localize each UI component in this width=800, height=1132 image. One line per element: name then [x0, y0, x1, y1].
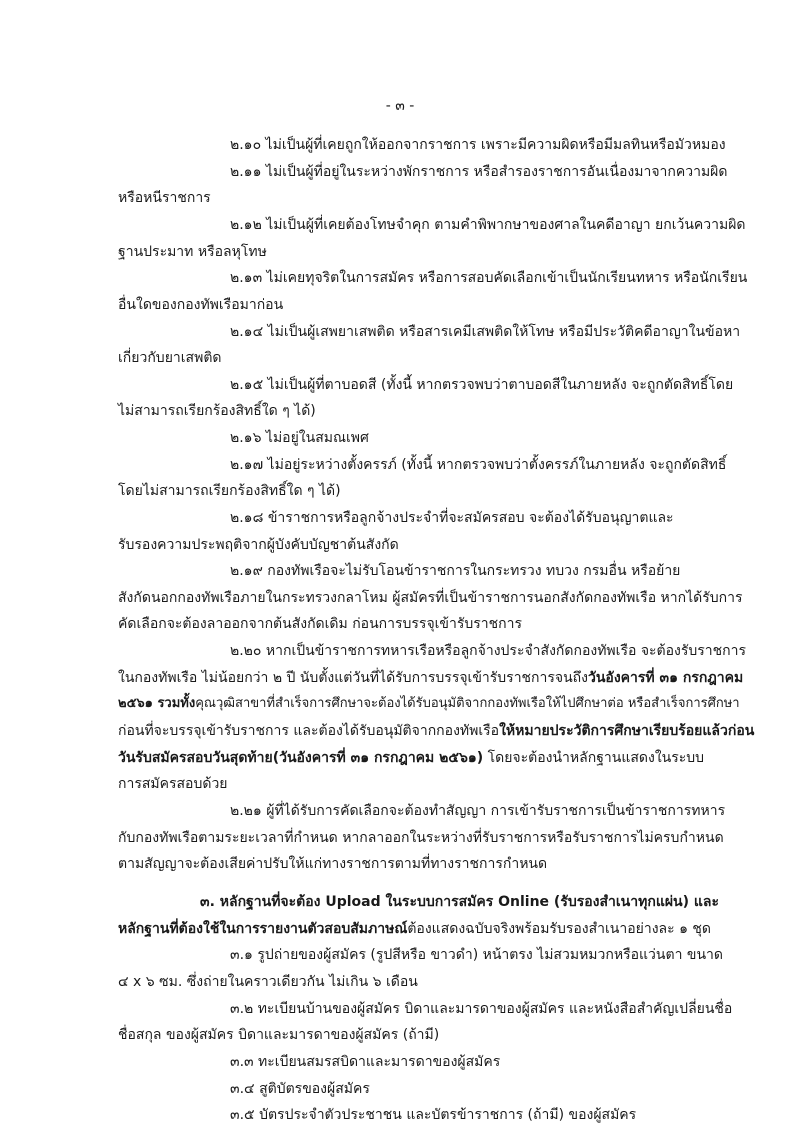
clause-2-18: ๒.๑๘ ข้าราชการหรือลูกจ้างประจำที่จะสมัครสอบ จะต้องได้รับอนุญาตและ: [230, 510, 674, 526]
clause-2-11-cont: หรือหนีราชการ: [118, 190, 211, 206]
clause-2-15-cont: ไม่สามารถเรียกร้องสิทธิ์ใด ๆ ได้): [118, 403, 316, 419]
clause-2-18-cont: รับรองความประพฤติจากผู้บังคับบัญชาต้นสังกัด: [118, 537, 399, 553]
clause-2-20-cont-3-bold: ให้หมายประวัติการศึกษาเรียบร้อยแล้วก่อน: [499, 723, 755, 739]
clause-2-20-cont-2: [118, 695, 740, 713]
clause-2-17-cont: โดยไม่สามารถเรียกร้องสิทธิ์ใด ๆ ได้): [118, 483, 341, 499]
clause-2-20-cont-2-text: คุณวุฒิสาขาที่สำเร็จการศึกษาจะต้องได้รับอนุมัติจากกองทัพเรือให้ไปศึกษาต่อ หรือสำเร็จการศึกษา: [195, 696, 740, 711]
clause-2-19-cont-2: คัดเลือกจะต้องลาออกจากต้นสังกัดเดิม ก่อนการบรรจุเข้ารับราชการ: [118, 616, 523, 632]
clause-3-1: ๓.๑ รูปถ่ายของผู้สมัคร (รูปสีหรือ ขาวดำ) หน้าตรง ไม่สวมหมวกหรือแว่นตา ขนาด: [230, 947, 723, 963]
clause-2-12-cont: ฐานประมาท หรือลหุโทษ: [118, 244, 267, 260]
section-3-heading-cont: [118, 920, 711, 938]
clause-2-19-cont-1: สังกัดนอกกองทัพเรือภายในกระทรวงกลาโหม ผู้สมัครที่เป็นข้าราชการนอกสังกัดกองทัพเรือ หากได้รับการ: [118, 590, 743, 606]
clause-2-11: ๒.๑๑ ไม่เป็นผู้ที่อยู่ในระหว่างพักราชการ หรือสำรองราชการอันเนื่องมาจากความผิด: [230, 164, 728, 180]
clause-2-16: ๒.๑๖ ไม่อยู่ในสมณเพศ: [230, 430, 369, 446]
clause-2-13-cont: อื่นใดของกองทัพเรือมาก่อน: [118, 297, 284, 313]
clause-2-20-cont-4: [118, 749, 704, 767]
page-number: - ๓ -: [385, 98, 415, 114]
clause-2-20-cont-1-bold: วันอังคารที่ ๓๑ กรกฎาคม: [588, 670, 744, 686]
clause-2-10: ๒.๑๐ ไม่เป็นผู้ที่เคยถูกให้ออกจากราชการ เพราะมีความผิดหรือมีมลทินหรือมัวหมอง: [230, 137, 726, 153]
clause-2-20-cont-4-bold: วันรับสมัครสอบวันสุดท้าย(วันอังคารที่ ๓๑ กรกฎาคม ๒๕๖๑): [118, 750, 484, 766]
clause-2-12: ๒.๑๒ ไม่เป็นผู้ที่เคยต้องโทษจำคุก ตามคำพิพากษาของศาลในคดีอาญา ยกเว้นความผิด: [230, 217, 746, 233]
clause-3-3: ๓.๓ ทะเบียนสมรสบิดาและมารดาของผู้สมัคร: [230, 1054, 501, 1070]
section-3-heading-cont-bold: หลักฐานที่ต้องใช้ในการรายงานตัวสอบสัมภาษณ์: [118, 921, 408, 937]
clause-3-5: ๓.๕ บัตรประจำตัวประชาชน และบัตรข้าราชการ (ถ้ามี) ของผู้สมัคร: [230, 1107, 637, 1123]
clause-3-1-cont: ๔ x ๖ ซม. ซึ่งถ่ายในคราวเดียวกัน ไม่เกิน ๖ เดือน: [118, 974, 418, 990]
clause-2-20: ๒.๒๐ หากเป็นข้าราชการทหารเรือหรือลูกจ้างประจำสังกัดกองทัพเรือ จะต้องรับราชการ: [230, 643, 747, 659]
clause-2-20-cont-1-text: ในกองทัพเรือ ไม่น้อยกว่า ๒ ปี นับตั้งแต่วันที่ได้รับการบรรจุเข้ารับราชการจนถึง: [118, 670, 588, 686]
clause-2-15: ๒.๑๕ ไม่เป็นผู้ที่ตาบอดสี (ทั้งนี้ หากตรวจพบว่าตาบอดสีในภายหลัง จะถูกตัดสิทธิ์โดย: [230, 377, 734, 393]
clause-3-2: ๓.๒ ทะเบียนบ้านของผู้สมัคร บิดาและมารดาของผู้สมัคร และหนังสือสำคัญเปลี่ยนชื่อ: [230, 1001, 733, 1017]
clause-2-20-cont-1: [118, 669, 743, 687]
clause-2-14: ๒.๑๔ ไม่เป็นผู้เสพยาเสพติด หรือสารเคมีเสพติดให้โทษ หรือมีประวัติคดีอาญาในข้อหา: [230, 324, 741, 340]
clause-2-20-cont-3: [118, 722, 754, 740]
clause-2-20-cont-3-text: ก่อนที่จะบรรจุเข้ารับราชการ และต้องได้รับอนุมัติจากกองทัพเรือ: [118, 723, 500, 739]
clause-3-4: ๓.๔ สูติบัตรของผู้สมัคร: [230, 1081, 370, 1097]
clause-2-20-cont-5: การสมัครสอบด้วย: [118, 776, 228, 792]
clause-2-21-cont-2: ตามสัญญาจะต้องเสียค่าปรับให้แก่ทางราชการตามที่ทางราชการกำหนด: [118, 856, 548, 872]
clause-2-20-cont-2-bold: ๒๕๖๑ รวมทั้ง: [118, 696, 196, 711]
clause-2-17: ๒.๑๗ ไม่อยู่ระหว่างตั้งครรภ์ (ทั้งนี้ หากตรวจพบว่าตั้งครรภ์ในภายหลัง จะถูกตัดสิทธิ์: [230, 457, 727, 473]
clause-2-21-cont-1: กับกองทัพเรือตามระยะเวลาที่กำหนด หากลาออกในระหว่างที่รับราชการหรือรับราชการไม่ครบกำหนด: [118, 830, 724, 846]
clause-3-2-cont: ชื่อสกุล ของผู้สมัคร บิดาและมารดาของผู้สมัคร (ถ้ามี): [118, 1027, 440, 1043]
clause-2-20-cont-4-text: โดยจะต้องนำหลักฐานแสดงในระบบ: [483, 750, 705, 766]
clause-2-13: ๒.๑๓ ไม่เคยทุจริตในการสมัคร หรือการสอบคัดเลือกเข้าเป็นนักเรียนทหาร หรือนักเรียน: [230, 270, 748, 286]
clause-2-19: ๒.๑๙ กองทัพเรือจะไม่รับโอนข้าราชการในกระทรวง ทบวง กรมอื่น หรือย้าย: [230, 563, 681, 579]
clause-2-21: ๒.๒๑ ผู้ที่ได้รับการคัดเลือกจะต้องทำสัญญา การเข้ารับราชการเป็นข้าราชการทหาร: [230, 803, 726, 819]
section-3-heading-cont-text: ต้องแสดงฉบับจริงพร้อมรับรองสำเนาอย่างละ ๑ ชุด: [407, 921, 712, 937]
clause-2-14-cont: เกี่ยวกับยาเสพติด: [118, 350, 222, 366]
section-3-heading: ๓. หลักฐานที่จะต้อง Upload ในระบบการสมัคร Online (รับรองสำเนาทุกแผ่น) และ: [200, 894, 720, 910]
